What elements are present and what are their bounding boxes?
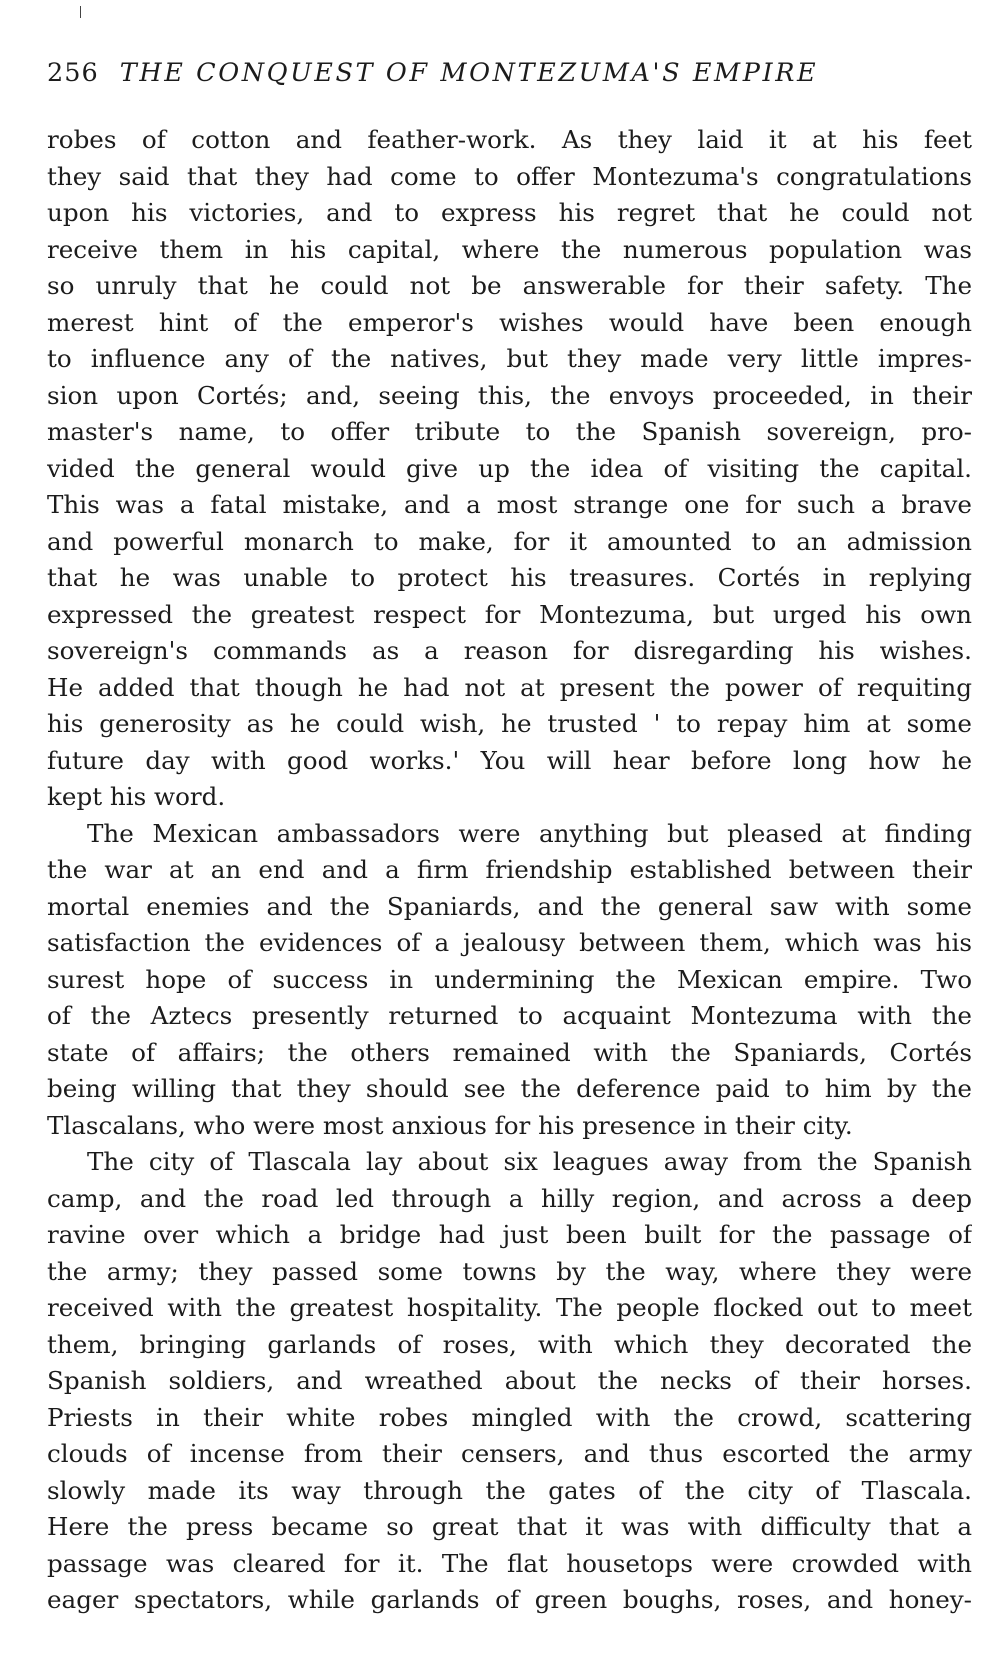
- paragraph: [47, 816, 972, 1145]
- text-line: Spanish soldiers, and wreathed about the necks of their horses.: [47, 1366, 972, 1395]
- text-line: Tlascalans, who were most anxious for his presence in their city.: [47, 1110, 853, 1140]
- text-line: The city of Tlascala lay about six leagues away from the Spanish: [87, 1147, 972, 1176]
- running-title: THE CONQUEST OF MONTEZUMA'S EMPIRE: [119, 58, 819, 88]
- text-line: passage was cleared for it. The flat housetops were crowded with: [47, 1548, 972, 1578]
- text-line: being willing that they should see the deference paid to him by the: [47, 1074, 972, 1103]
- text-line: slowly made its way through the gates of the city of Tlascala.: [47, 1475, 972, 1505]
- text-line: sion upon Cortés; and, seeing this, the envoys proceeded, in their: [47, 380, 972, 410]
- text-line: so unruly that he could not be answerable for their safety. The: [47, 271, 972, 300]
- text-line: clouds of incense from their censers, and thus escorted the army: [47, 1439, 972, 1468]
- text-line: future day with good works.' You will hear before long how he: [47, 745, 972, 775]
- running-header: [47, 58, 972, 88]
- text-line: received with the greatest hospitality. The people flocked out to meet: [47, 1293, 972, 1322]
- text-line: satisfaction the evidences of a jealousy between them, which was his: [47, 928, 972, 957]
- text-line: kept his word.: [47, 782, 226, 811]
- text-line: they said that they had come to offer Montezuma's congratulations: [47, 161, 972, 191]
- text-line: master's name, to offer tribute to the Spanish sovereign, pro-: [47, 417, 972, 446]
- paragraph: [47, 1144, 972, 1619]
- text-line: of the Aztecs presently returned to acquaint Montezuma with the: [47, 1001, 972, 1030]
- text-line: This was a fatal mistake, and a most strange one for such a brave: [47, 490, 972, 519]
- text-line: sovereign's commands as a reason for disregarding his wishes.: [47, 636, 972, 665]
- text-line: his generosity as he could wish, he trusted ' to repay him at some: [47, 709, 972, 738]
- text-line: camp, and the road led through a hilly region, and across a deep: [47, 1183, 972, 1213]
- book-page: [47, 0, 972, 1675]
- text-line: Priests in their white robes mingled with the crowd, scattering: [47, 1402, 972, 1432]
- text-line: ravine over which a bridge had just been built for the passage of: [47, 1220, 972, 1249]
- page-number: 256: [47, 58, 99, 88]
- text-line: merest hint of the emperor's wishes would have been enough: [47, 307, 972, 337]
- text-line: state of affairs; the others remained with the Spaniards, Cortés: [47, 1037, 972, 1067]
- text-line: He added that though he had not at present the power of requiting: [47, 672, 972, 702]
- text-line: surest hope of success in undermining the Mexican empire. Two: [47, 964, 972, 994]
- text-line: expressed the greatest respect for Montezuma, but urged his own: [47, 599, 972, 629]
- paragraph: [47, 122, 972, 816]
- text-line: the army; they passed some towns by the way, where they were: [47, 1256, 972, 1286]
- body-text: [47, 122, 972, 1619]
- text-line: mortal enemies and the Spaniards, and the general saw with some: [47, 891, 972, 921]
- text-line: Here the press became so great that it was with difficulty that a: [47, 1512, 972, 1541]
- text-line: upon his victories, and to express his regret that he could not: [47, 198, 972, 227]
- text-line: receive them in his capital, where the numerous population was: [47, 234, 972, 264]
- text-line: and powerful monarch to make, for it amounted to an admission: [47, 526, 972, 556]
- text-line: eager spectators, while garlands of green boughs, roses, and honey-: [47, 1585, 972, 1614]
- text-line: vided the general would give up the idea of visiting the capital.: [47, 453, 972, 483]
- text-line: to influence any of the natives, but they made very little impres-: [47, 344, 972, 373]
- text-line: them, bringing garlands of roses, with which they decorated the: [47, 1329, 972, 1359]
- text-line: that he was unable to protect his treasures. Cortés in replying: [47, 563, 972, 592]
- text-line: robes of cotton and feather-work. As they laid it at his feet: [47, 125, 972, 154]
- text-line: the war at an end and a firm friendship established between their: [47, 855, 972, 884]
- text-line: The Mexican ambassadors were anything but pleased at finding: [87, 818, 972, 848]
